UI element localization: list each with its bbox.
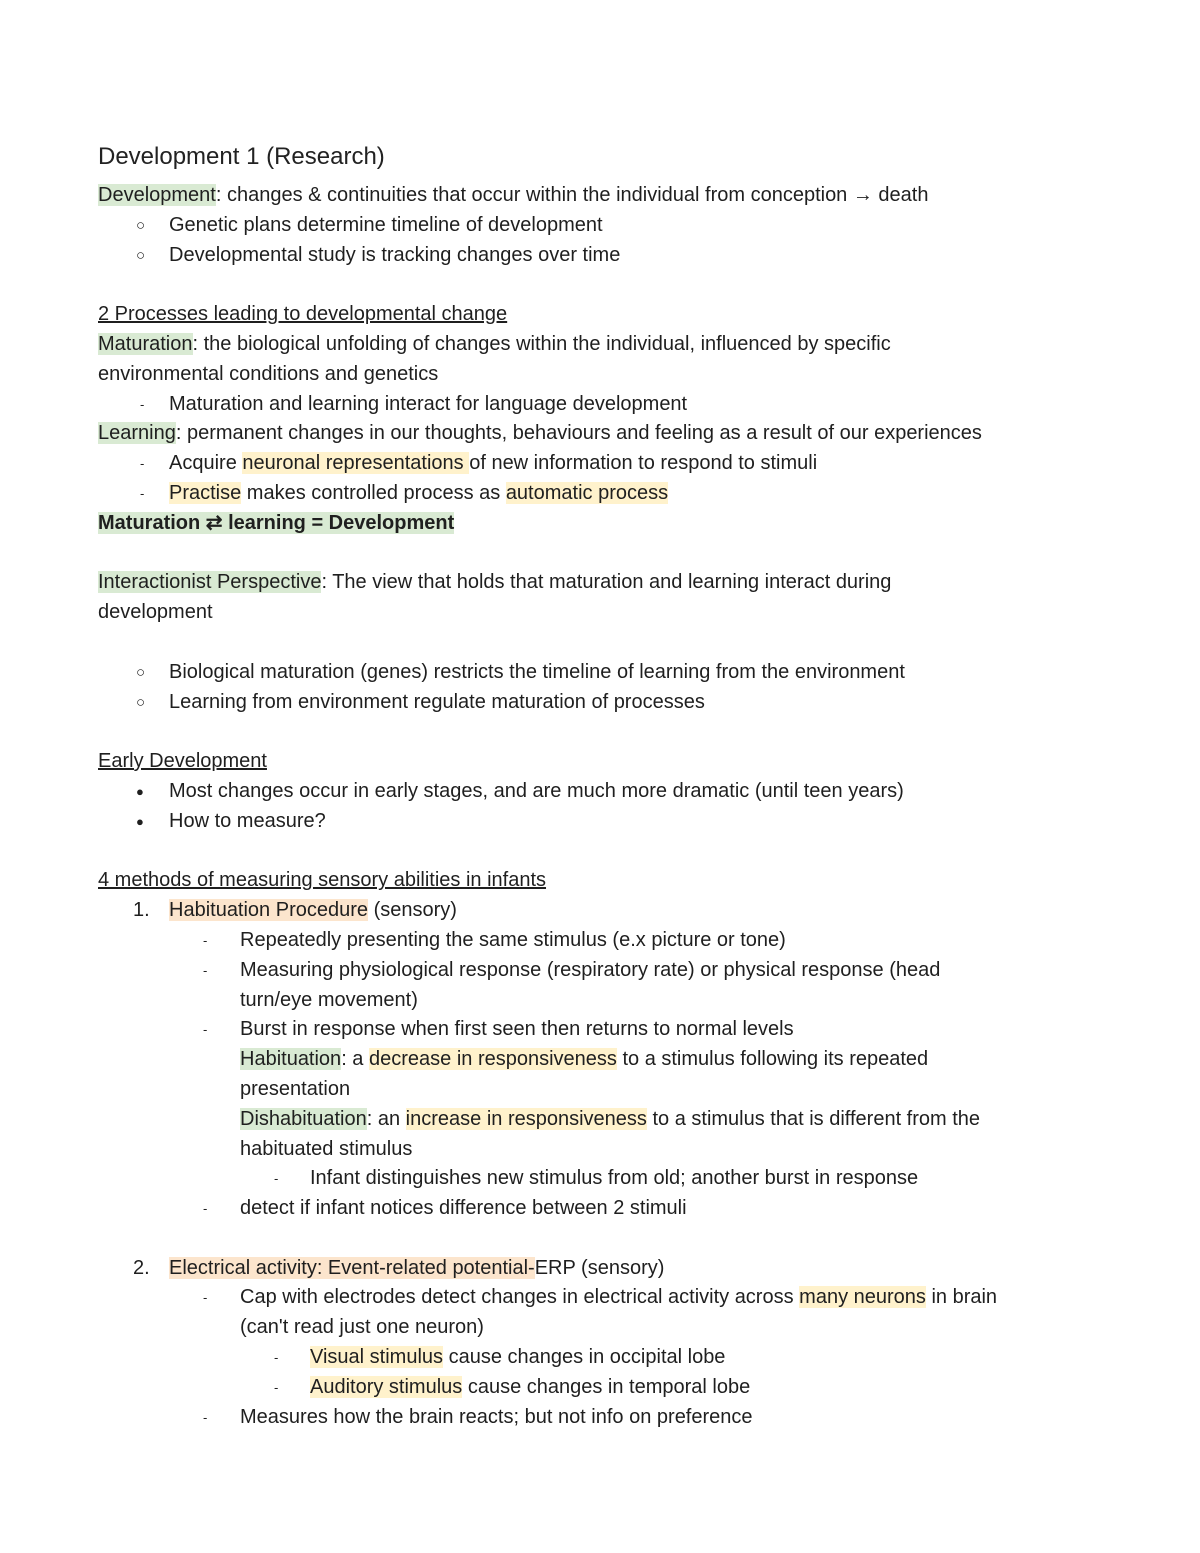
list-number: 2. [133,1256,150,1279]
definition-development: Development: changes & continuities that occur within the individual from conception → death [98,184,929,206]
dash-bullet-icon: - [140,396,145,412]
circle-bullet-icon: ○ [136,246,146,264]
list-number: 1. [133,899,150,922]
dash-bullet-icon: - [203,932,208,948]
section-heading: 2 Processes leading to developmental change [98,303,508,326]
list-item: - Acquire neuronal representations of new information to respond to stimuli [98,449,1108,479]
dash-bullet-icon: - [140,456,145,472]
dash-bullet-icon: - [203,1022,208,1038]
method-highlight: Electrical activity: Event-related potential- [169,1256,535,1279]
dash-bullet-icon: - [203,1409,208,1425]
dot-bullet-icon: ● [136,783,144,799]
definition-habituation: Habituation: a decrease in responsiveness to a stimulus following its repeated [240,1048,929,1071]
list-item: - Measuring physiological response (respiratory rate) or physical response (head [98,956,1108,986]
paragraph-line: environmental conditions and genetics [98,362,439,385]
section-heading: 4 methods of measuring sensory abilities in infants [98,869,547,892]
list-item: - Measures how the brain reacts; but not info on preference [98,1403,1108,1433]
list-item: ○ Biological maturation (genes) restricts the timeline of learning from the environment [98,658,1108,688]
document-page [98,140,1108,1432]
dash-bullet-icon: - [203,962,208,978]
list-item: - Burst in response when first seen then returns to normal levels [98,1015,1108,1045]
dash-bullet-icon: - [274,1379,279,1395]
dash-bullet-icon: - [203,1201,208,1217]
definition-maturation: Maturation: the biological unfolding of changes within the individual, influenced by specific [98,332,891,355]
dash-bullet-icon: - [203,1290,208,1306]
list-item-continuation: (can't read just one neuron) [240,1316,484,1339]
numbered-item: 2. Electrical activity: Event-related potential-ERP (sensory) [98,1254,1108,1284]
list-item: - Infant distinguishes new stimulus from old; another burst in response [98,1164,1108,1194]
list-item: ● Most changes occur in early stages, and are much more dramatic (until teen years) [98,777,1108,807]
term-highlight: Habituation [240,1048,342,1071]
list-item: ● How to measure? [98,807,1108,837]
circle-bullet-icon: ○ [136,693,146,711]
section-heading: Early Development [98,750,267,773]
term-highlight: Dishabituation [240,1107,367,1130]
list-item: ○ Learning from environment regulate maturation of processes [98,688,1108,718]
definition-interactionist: Interactionist Perspective: The view that holds that maturation and learning interact during [98,571,892,594]
definition-dishabituation: Dishabituation: an increase in responsiveness to a stimulus that is different from the [240,1107,981,1130]
dash-bullet-icon: - [140,485,145,501]
dash-bullet-icon: - [274,1171,279,1187]
list-item: - detect if infant notices difference between 2 stimuli [98,1194,1108,1224]
list-item: - Cap with electrodes detect changes in electrical activity across many neurons in brain [98,1283,1108,1313]
list-item: ○ Genetic plans determine timeline of development [98,211,1108,241]
method-highlight: Habituation Procedure [169,899,369,922]
definition-learning: Learning: permanent changes in our thoughts, behaviours and feeling as a result of our experiences [98,422,982,445]
list-item: - Auditory stimulus cause changes in temporal lobe [98,1373,1108,1403]
term-highlight: Development [98,184,216,206]
list-item: - Repeatedly presenting the same stimulus (e.x picture or tone) [98,926,1108,956]
list-item: - Practise makes controlled process as automatic process [98,479,1108,509]
paragraph-line: habituated stimulus [240,1137,413,1160]
dash-bullet-icon: - [274,1350,279,1366]
term-highlight: Maturation [98,332,193,355]
numbered-item: 1. Habituation Procedure (sensory) [98,896,1108,926]
page-title: Development 1 (Research) [98,143,385,170]
list-item: - Maturation and learning interact for language development [98,390,1108,420]
circle-bullet-icon: ○ [136,663,146,681]
circle-bullet-icon: ○ [136,216,146,234]
term-highlight: Interactionist Perspective [98,571,322,594]
list-item: - Visual stimulus cause changes in occipital lobe [98,1343,1108,1373]
paragraph-line: development [98,601,213,624]
term-highlight: Learning [98,422,176,445]
paragraph-line: presentation [240,1077,351,1100]
dot-bullet-icon: ● [136,813,144,829]
list-item: ○ Developmental study is tracking changes over time [98,241,1108,271]
list-item-continuation: turn/eye movement) [240,988,418,1011]
key-equation: Maturation ⇄ learning = Development [98,511,455,534]
